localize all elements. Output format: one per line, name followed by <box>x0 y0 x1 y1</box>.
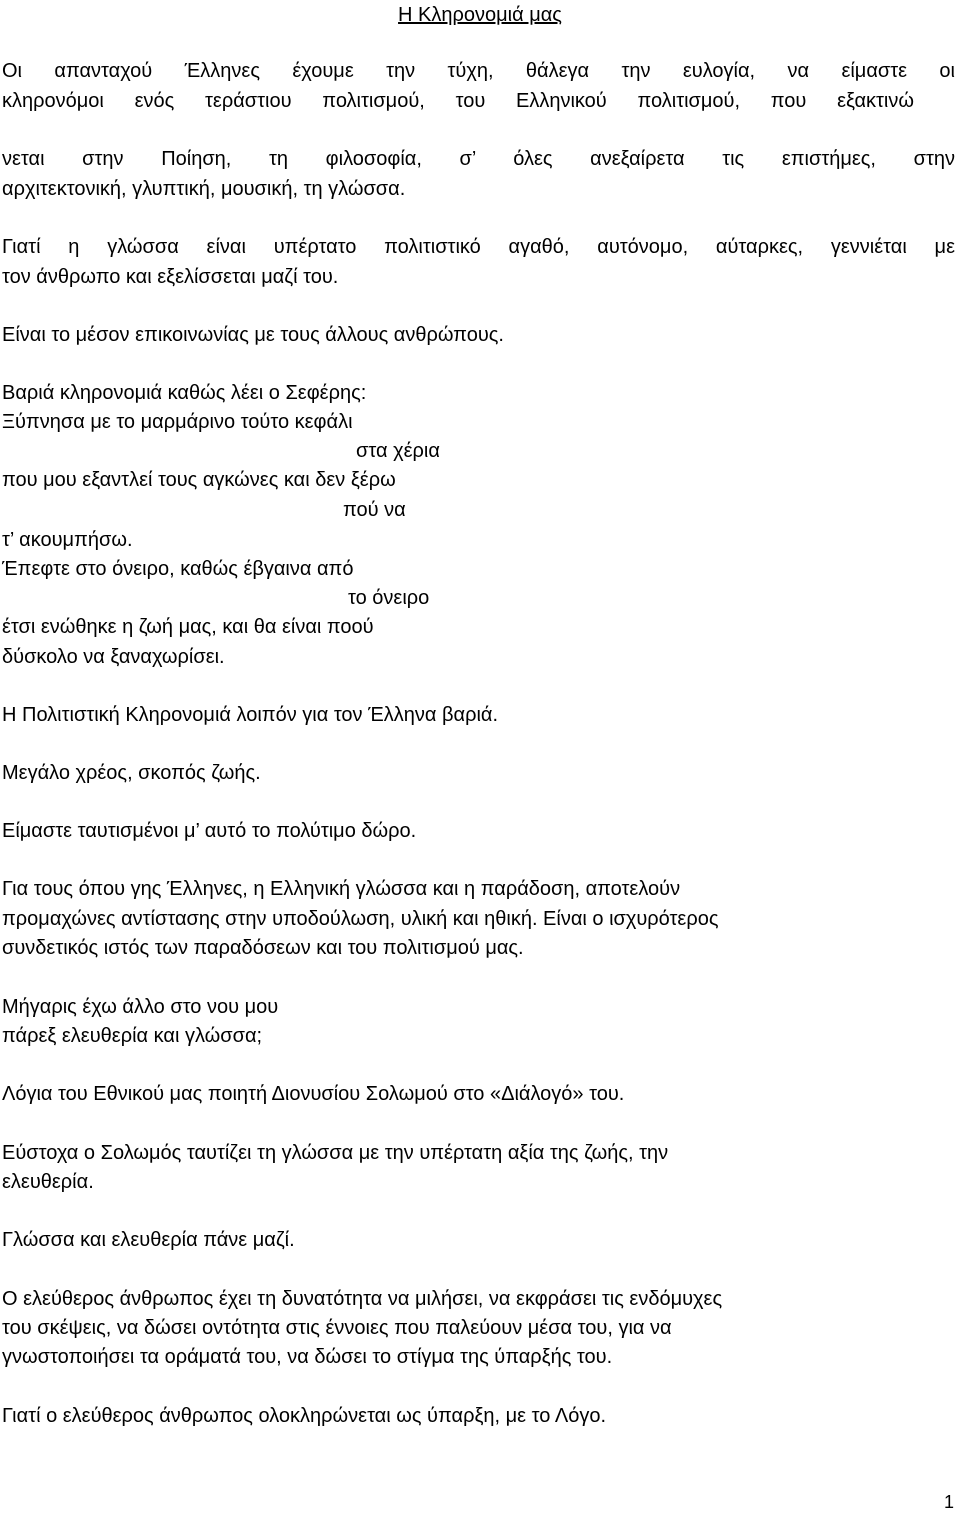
poem-line: έτσι ενώθηκε η ζωή μας, και θα είναι ποού <box>2 616 374 638</box>
text-line: αρχιτεκτονική, γλυπτική, μουσική, τη γλώσσα. <box>2 178 406 200</box>
poem-line: πού να <box>343 499 406 521</box>
text-line: γνωστοποιήσει τα οράματά του, να δώσει το στίγμα της ύπαρξής του. <box>2 1346 613 1368</box>
poem-line: Ξύπνησα με το μαρμάρινο τούτο κεφάλι <box>2 411 353 433</box>
poem-line: το όνειρο <box>348 587 430 609</box>
text-line: Γιατί η γλώσσα είναι υπέρτατο πολιτιστικό αγαθό, αυτόνομο, αύταρκες, γεννιέται με <box>2 236 955 258</box>
text-line: Λόγια του Εθνικού μας ποιητή Διονυσίου Σολωμού στο «Διάλογό» του. <box>2 1083 625 1105</box>
text-line: κληρονόμοι ενός τεράστιου πολιτισμού, του Ελληνικού πολιτισμού, που εξακτινώ <box>2 90 914 112</box>
text-line: ελευθερία. <box>2 1171 94 1193</box>
text-line: συνδετικός ιστός των παραδόσεων και του πολιτισμού μας. <box>2 937 524 959</box>
document-title: Η Κληρονομιά μας <box>398 4 562 26</box>
page-number: 1 <box>943 1492 954 1512</box>
text-line: του σκέψεις, να δώσει οντότητα στις έννοιες που παλεύουν μέσα του, για να <box>2 1317 672 1339</box>
text-line: Εύστοχα ο Σολωμός ταυτίζει τη γλώσσα με την υπέρτατη αξία της ζωής, την <box>2 1142 669 1164</box>
text-line: τον άνθρωπο και εξελίσσεται μαζί του. <box>2 266 339 288</box>
text-line: νεται στην Ποίηση, τη φιλοσοφία, σ’ όλες ανεξαίρετα τις επιστήμες, στην <box>2 148 955 170</box>
text-line: Για τους όπου γης Έλληνες, η Ελληνική γλώσσα και η παράδοση, αποτελούν <box>2 878 681 900</box>
text-line: Η Πολιτιστική Κληρονομιά λοιπόν για τον Έλληνα βαριά. <box>2 704 499 726</box>
text-line: Γιατί ο ελεύθερος άνθρωπος ολοκληρώνεται ως ύπαρξη, με το Λόγο. <box>2 1405 606 1427</box>
poem-line: στα χέρια <box>356 440 440 462</box>
text-line: προμαχώνες αντίστασης στην υποδούλωση, υλική και ηθική. Είναι ο ισχυρότερος <box>2 908 719 930</box>
text-line: Ο ελεύθερος άνθρωπος έχει τη δυνατότητα να μιλήσει, να εκφράσει τις ενδόμυχες <box>2 1288 723 1310</box>
text-line: Είναι το μέσον επικοινωνίας με τους άλλους ανθρώπους. <box>2 324 504 346</box>
poem-line: Έπεφτε στο όνειρο, καθώς έβγαινα από <box>2 558 354 580</box>
poem-line: Μήγαρις έχω άλλο στο νου μου <box>2 996 279 1018</box>
text-line: Οι απανταχού Έλληνες έχουμε την τύχη, θάλεγα την ευλογία, να είμαστε οι <box>2 60 955 82</box>
poem-line: πάρεξ ελευθερία και γλώσσα; <box>2 1025 263 1047</box>
text-line: Είμαστε ταυτισμένοι μ’ αυτό το πολύτιμο δώρο. <box>2 820 417 842</box>
text-line: Μεγάλο χρέος, σκοπός ζωής. <box>2 762 261 784</box>
text-line: Βαριά κληρονομιά καθώς λέει ο Σεφέρης: <box>2 382 367 404</box>
poem-line: δύσκολο να ξαναχωρίσει. <box>2 646 225 668</box>
poem-line: που μου εξαντλεί τους αγκώνες και δεν ξέρω <box>2 469 396 491</box>
text-line: Γλώσσα και ελευθερία πάνε μαζί. <box>2 1229 295 1251</box>
poem-line: τ’ ακουμπήσω. <box>2 529 133 551</box>
